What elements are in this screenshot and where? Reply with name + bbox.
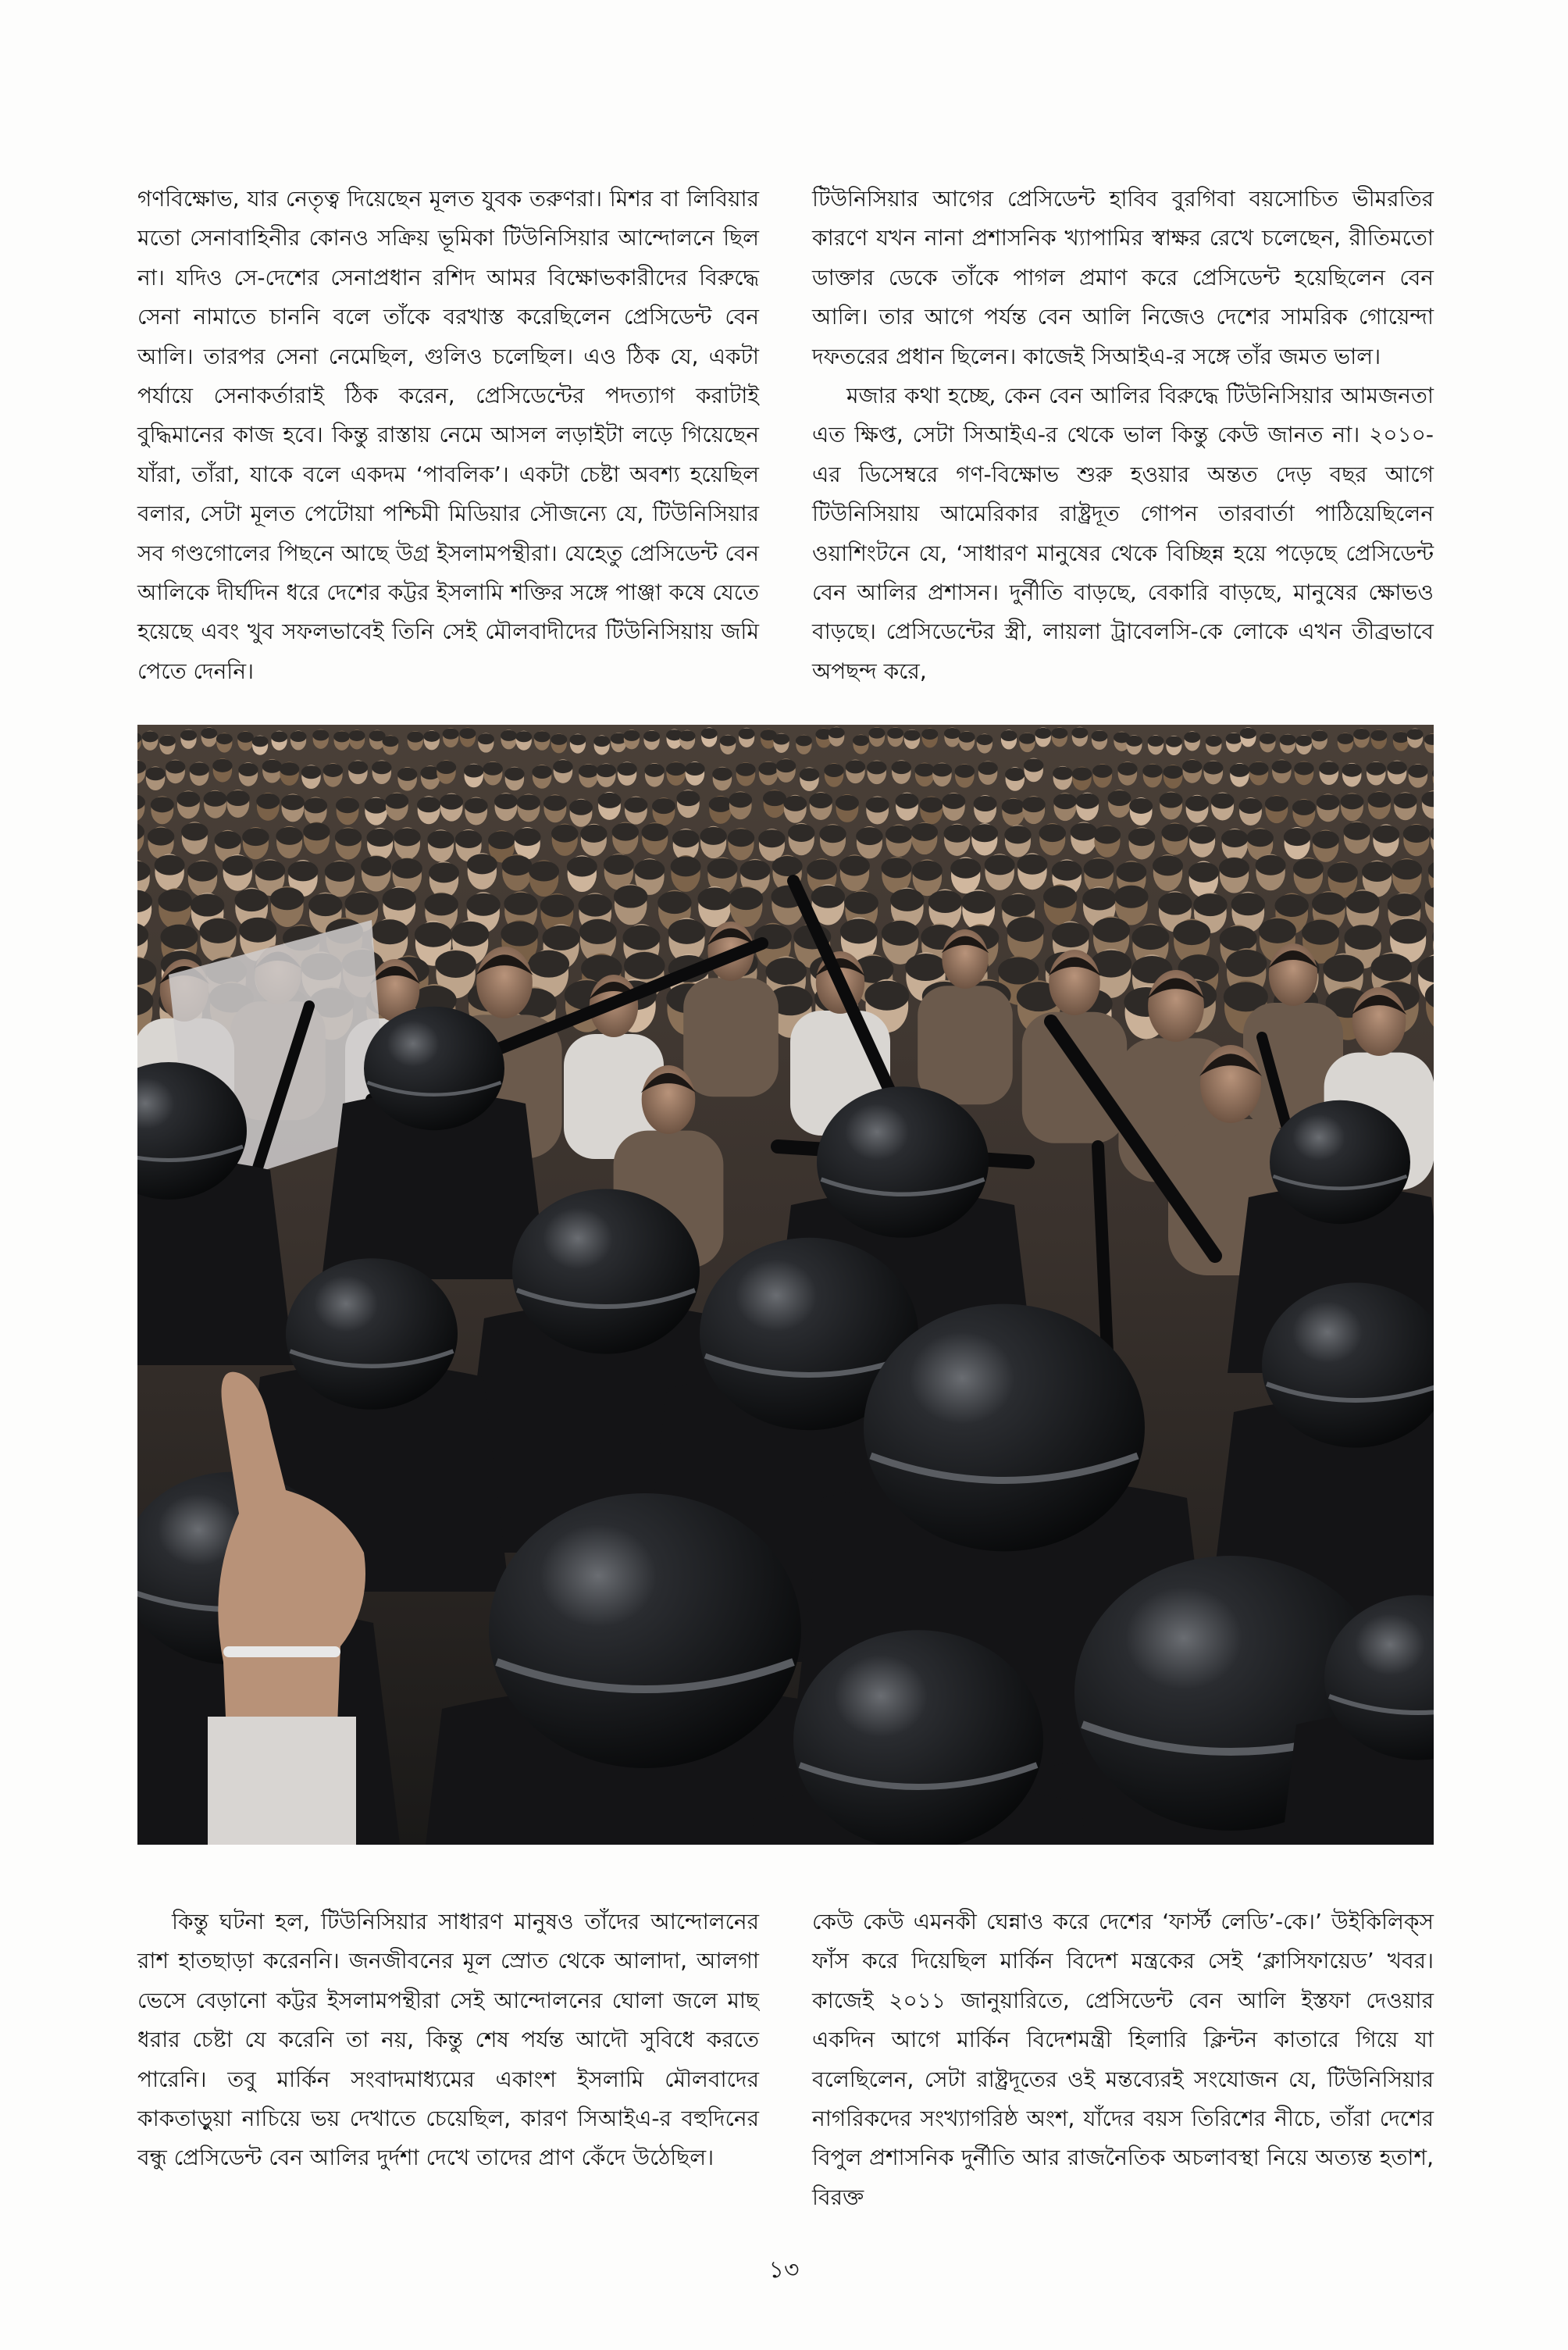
text-column-bottom-left — [137, 1902, 759, 2178]
riot-police-crowd-photo — [137, 725, 1434, 1845]
text-column-bottom-right — [812, 1902, 1434, 2217]
text-column-top-left — [137, 180, 759, 691]
paragraph: টিউনিসিয়ার আগের প্রেসিডেন্ট হাবিব বুরগিবা বয়সোচিত ভীমরতির কারণে যখন নানা প্রশাসনিক খ্যাপামির স্বাক্ষর রেখে চলেছেন, রীতিমতো ডাক্তার ডেকে তাঁকে পাগল প্রমাণ করে প্রেসিডেন্ট হয়েছিলেন বেন আলি। তার আগে পর্যন্ত বেন আলি নিজেও দেশের সামরিক গোয়েন্দা দফতরের প্রধান ছিলেন। কাজেই সিআইএ-র সঙ্গে তাঁর জমত ভাল। — [812, 186, 1434, 369]
page-number: ১৩ — [768, 2256, 800, 2284]
protest-photo — [137, 725, 1434, 1845]
paragraph: মজার কথা হচ্ছে, কেন বেন আলির বিরুদ্ধে টিউনিসিয়ার আমজনতা এত ক্ষিপ্ত, সেটা সিআইএ-র থেকে ভাল কিন্তু কেউ জানত না। ২০১০-এর ডিসেম্বরে গণ-বিক্ষোভ শুরু হওয়ার অন্তত দেড় বছর আগে টিউনিসিয়ায় আমেরিকার রাষ্ট্রদূত গোপন তারবার্তা পাঠিয়েছিলেন ওয়াশিংটনে যে, ‘সাধারণ মানুষের থেকে বিচ্ছিন্ন হয়ে পড়েছে প্রেসিডেন্ট বেন আলির প্রশাসন। দুর্নীতি বাড়ছে, বেকারি বাড়ছে, মানুষের ক্ষোভও বাড়ছে। প্রেসিডেন্টের স্ত্রী, লায়লা ট্রাবেলসি-কে লোকে এখন তীব্রভাবে অপছন্দ করে, — [812, 383, 1434, 684]
paragraph: গণবিক্ষোভ, যার নেতৃত্ব দিয়েছেন মূলত যুবক তরুণরা। মিশর বা লিবিয়ার মতো সেনাবাহিনীর কোনও সক্রিয় ভূমিকা টিউনিসিয়ার আন্দোলনে ছিল না। যদিও সে-দেশের সেনাপ্রধান রশিদ আমর বিক্ষোভকারীদের বিরুদ্ধে সেনা নামাতে চাননি বলে তাঁকে বরখাস্ত করেছিলেন প্রেসিডেন্ট বেন আলি। তারপর সেনা নেমেছিল, গুলিও চলেছিল। এও ঠিক যে, একটা পর্যায়ে সেনাকর্তারাই ঠিক করেন, প্রেসিডেন্টের পদত্যাগ করাটাই বুদ্ধিমানের কাজ হবে। কিন্তু রাস্তায় নেমে আসল লড়াইটা লড়ে গিয়েছেন যাঁরা, তাঁরা, যাকে বলে একদম ‘পাবলিক’। একটা চেষ্টা অবশ্য হয়েছিল বলার, সেটা মূলত পেটোয়া পশ্চিমী মিডিয়ার সৌজন্যে যে, টিউনিসিয়ার সব গণ্ডগোলের পিছনে আছে উগ্র ইসলামপন্থীরা। যেহেতু প্রেসিডেন্ট বেন আলিকে দীর্ঘদিন ধরে দেশের কট্টর ইসলামি শক্তির সঙ্গে পাঞ্জা কষে যেতে হয়েছে এবং খুব সফলভাবেই তিনি সেই মৌলবাদীদের টিউনিসিয়ায় জমি পেতে দেননি। — [137, 186, 759, 684]
paragraph: কিন্তু ঘটনা হল, টিউনিসিয়ার সাধারণ মানুষও তাঁদের আন্দোলনের রাশ হাতছাড়া করেননি। জনজীবনের মূল স্রোত থেকে আলাদা, আলগা ভেসে বেড়ানো কট্টর ইসলামপন্থীরা সেই আন্দোলনের ঘোলা জলে মাছ ধরার চেষ্টা যে করেনি তা নয়, কিন্তু শেষ পর্যন্ত আদৌ সুবিধে করতে পারেনি। তবু মার্কিন সংবাদমাধ্যমের একাংশ ইসলামি মৌলবাদের কাকতাড়ুয়া নাচিয়ে ভয় দেখাতে চেয়েছিল, কারণ সিআইএ-র বহুদিনের বন্ধু প্রেসিডেন্ট বেন আলির দুর্দশা দেখে তাদের প্রাণ কেঁদে উঠেছিল। — [137, 1909, 759, 2171]
paragraph: কেউ কেউ এমনকী ঘেন্নাও করে দেশের ‘ফার্স্ট লেডি’-কে।’ উইকিলিক্‌স ফাঁস করে দিয়েছিল মার্কিন বিদেশ মন্ত্রকের সেই ‘ক্লাসিফায়েড’ খবর। কাজেই ২০১১ জানুয়ারিতে, প্রেসিডেন্ট বেন আলি ইস্তফা দেওয়ার একদিন আগে মার্কিন বিদেশমন্ত্রী হিলারি ক্লিন্টন কাতারে গিয়ে যা বলেছিলেন, সেটা রাষ্ট্রদূতের ওই মন্তব্যেরই সংযোজন যে, টিউনিসিয়ার নাগরিকদের সংখ্যাগরিষ্ঠ অংশ, যাঁদের বয়স তিরিশের নীচে, তাঁরা দেশের বিপুল প্রশাসনিক দুর্নীতি আর রাজনৈতিক অচলাবস্থা নিয়ে অত্যন্ত হতাশ, বিরক্ত — [812, 1909, 1434, 2210]
text-column-top-right — [812, 180, 1434, 691]
